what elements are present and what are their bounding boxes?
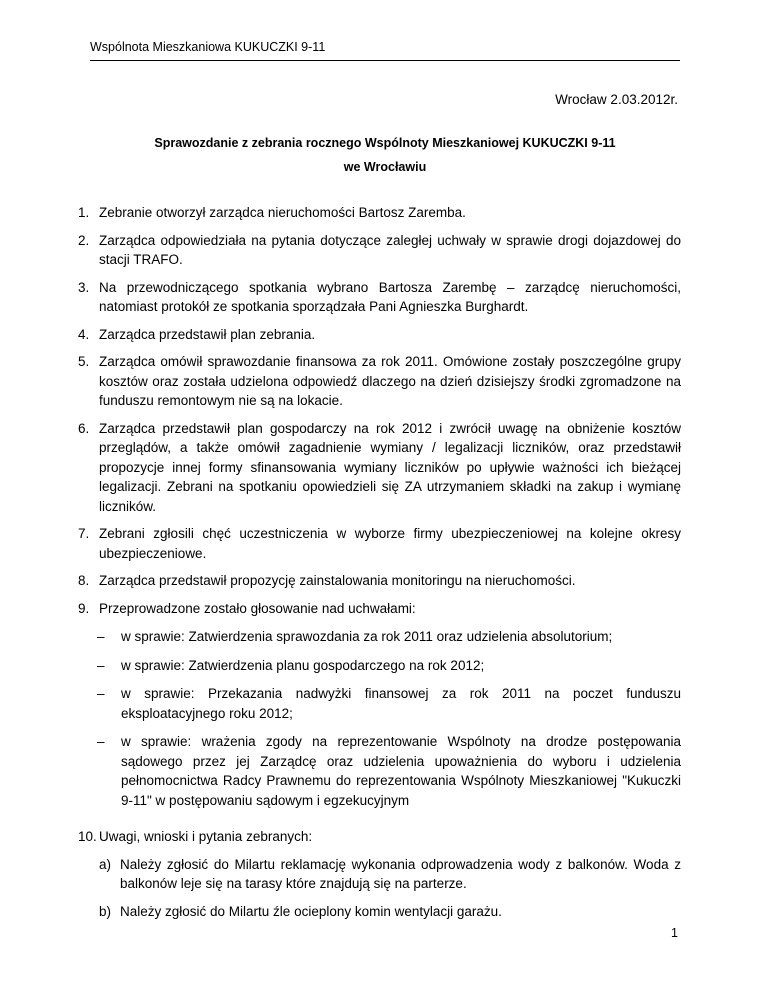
dash-bullet: – [97,657,105,673]
remark-text: Należy zgłosić do Milartu źle ocieplony komin wentylacji garażu. [120,903,502,919]
item-body [99,827,681,929]
list-item [78,231,681,270]
item-text: Zarządca przedstawił plan gospodarczy na rok 2012 i zwrócił uwagę na obniżenie kosztów przeglądów, a także omówił zagadnienie wymiany / legalizacji liczników, oraz przedstawił propozycje innej formy sfinansowania wymiany liczników po upływie ważności ich bieżącej legalizacji. Zebrani na spotkaniu opowiedzieli się ZA utrzymaniem składki na zakup i wymianę liczników. [99,420,681,514]
item-number: 7. [78,526,90,541]
list-item [78,352,681,411]
list-item [78,278,681,317]
item-text: Zarządca odpowiedziała na pytania dotyczące zaległej uchwały w sprawie drogi dojazdowej do stacji TRAFO. [99,232,681,267]
list-item [78,599,681,820]
resolution-text: w sprawie: Przekazania nadwyżki finansowej za rok 2011 na poczet funduszu eksploatacyjnego roku 2012; [121,686,681,721]
document-date: Wrocław 2.03.2012r. [555,92,678,107]
item-number: 1. [78,205,90,220]
item-number: 9. [78,600,90,616]
remark-label: a) [99,856,112,872]
dash-bullet: – [97,629,105,644]
item-number: 2. [78,232,90,248]
list-item [78,571,681,591]
remark-item [99,855,681,894]
resolution-item [78,732,681,810]
list-item [78,827,681,929]
item-text: Przeprowadzone zostało głosowanie nad uchwałami: [99,600,416,616]
resolution-item [78,627,681,647]
list-item [78,419,681,517]
item-text: Zarządca omówił sprawozdanie finansowa za rok 2011. Omówione zostały poszczególne grupy kosztów oraz została udzielona odpowiedź dlaczego na dzień dzisiejszy środki zgromadzone na funduszu remontowym nie są na lokacie. [99,354,681,408]
remark-label: b) [99,903,112,919]
item-number: 5. [78,354,90,369]
resolution-text: w sprawie: wrażenia zgody na reprezentowanie Wspólnoty na drodze postępowania sądowego przez jej Zarządcę oraz udzielenia upoważnienia do wyboru i udzielenia pełnomocnictwa Radcy Prawnemu do reprezentowania Wspólnoty Mieszkaniowej "Kukuczki 9-11" w postępowaniu sądowym i egzekucyjnym [121,734,681,808]
item-number: 10. [78,829,97,844]
remarks-list [99,855,681,922]
resolution-list [78,627,681,810]
document-title: Sprawozdanie z zebrania rocznego Wspólnoty Mieszkaniowej KUKUCZKI 9-11 [154,136,616,150]
document-body [78,203,681,937]
page-header: Wspólnota Mieszkaniowa KUKUCZKI 9-11 [90,40,680,61]
item-text: Zarządca przedstawił plan zebrania. [99,326,316,342]
minutes-list [78,203,681,929]
list-item [78,524,681,563]
list-item [78,203,681,223]
dash-bullet: – [97,734,105,749]
remark-item [99,902,681,922]
resolution-item [78,656,681,676]
document-subtitle: we Wrocławiu [343,160,427,174]
list-item [78,325,681,345]
item-text: Uwagi, wnioski i pytania zebranych: [99,829,313,844]
resolution-item [78,684,681,723]
resolution-text: w sprawie: Zatwierdzenia planu gospodarczego na rok 2012; [121,657,485,673]
item-number: 3. [78,279,90,295]
resolution-text: w sprawie: Zatwierdzenia sprawozdania za rok 2011 oraz udzielenia absolutorium; [121,629,613,644]
remark-text: Należy zgłosić do Milartu reklamację wykonania odprowadzenia wody z balkonów. Woda z balkonów leje się na tarasy które znajdują się na parterze. [120,856,681,891]
dash-bullet: – [97,686,105,701]
item-body [99,599,681,820]
page-number: 1 [671,926,678,940]
item-text: Zarządca przedstawił propozycję zainstalowania monitoringu na nieruchomości. [99,573,576,588]
item-text: Zebrani zgłosili chęć uczestniczenia w wyborze firmy ubezpieczeniowej na kolejne okresy ubezpieczeniowe. [99,526,681,561]
item-number: 6. [78,420,90,436]
item-number: 8. [78,573,90,588]
item-number: 4. [78,326,90,342]
item-text: Na przewodniczącego spotkania wybrano Bartosza Zarembę – zarządcę nieruchomości, natomiast protokół ze spotkania sporządzała Pani Agnieszka Burghardt. [99,279,681,314]
item-text: Zebranie otworzył zarządca nieruchomości Bartosz Zaremba. [99,205,466,220]
